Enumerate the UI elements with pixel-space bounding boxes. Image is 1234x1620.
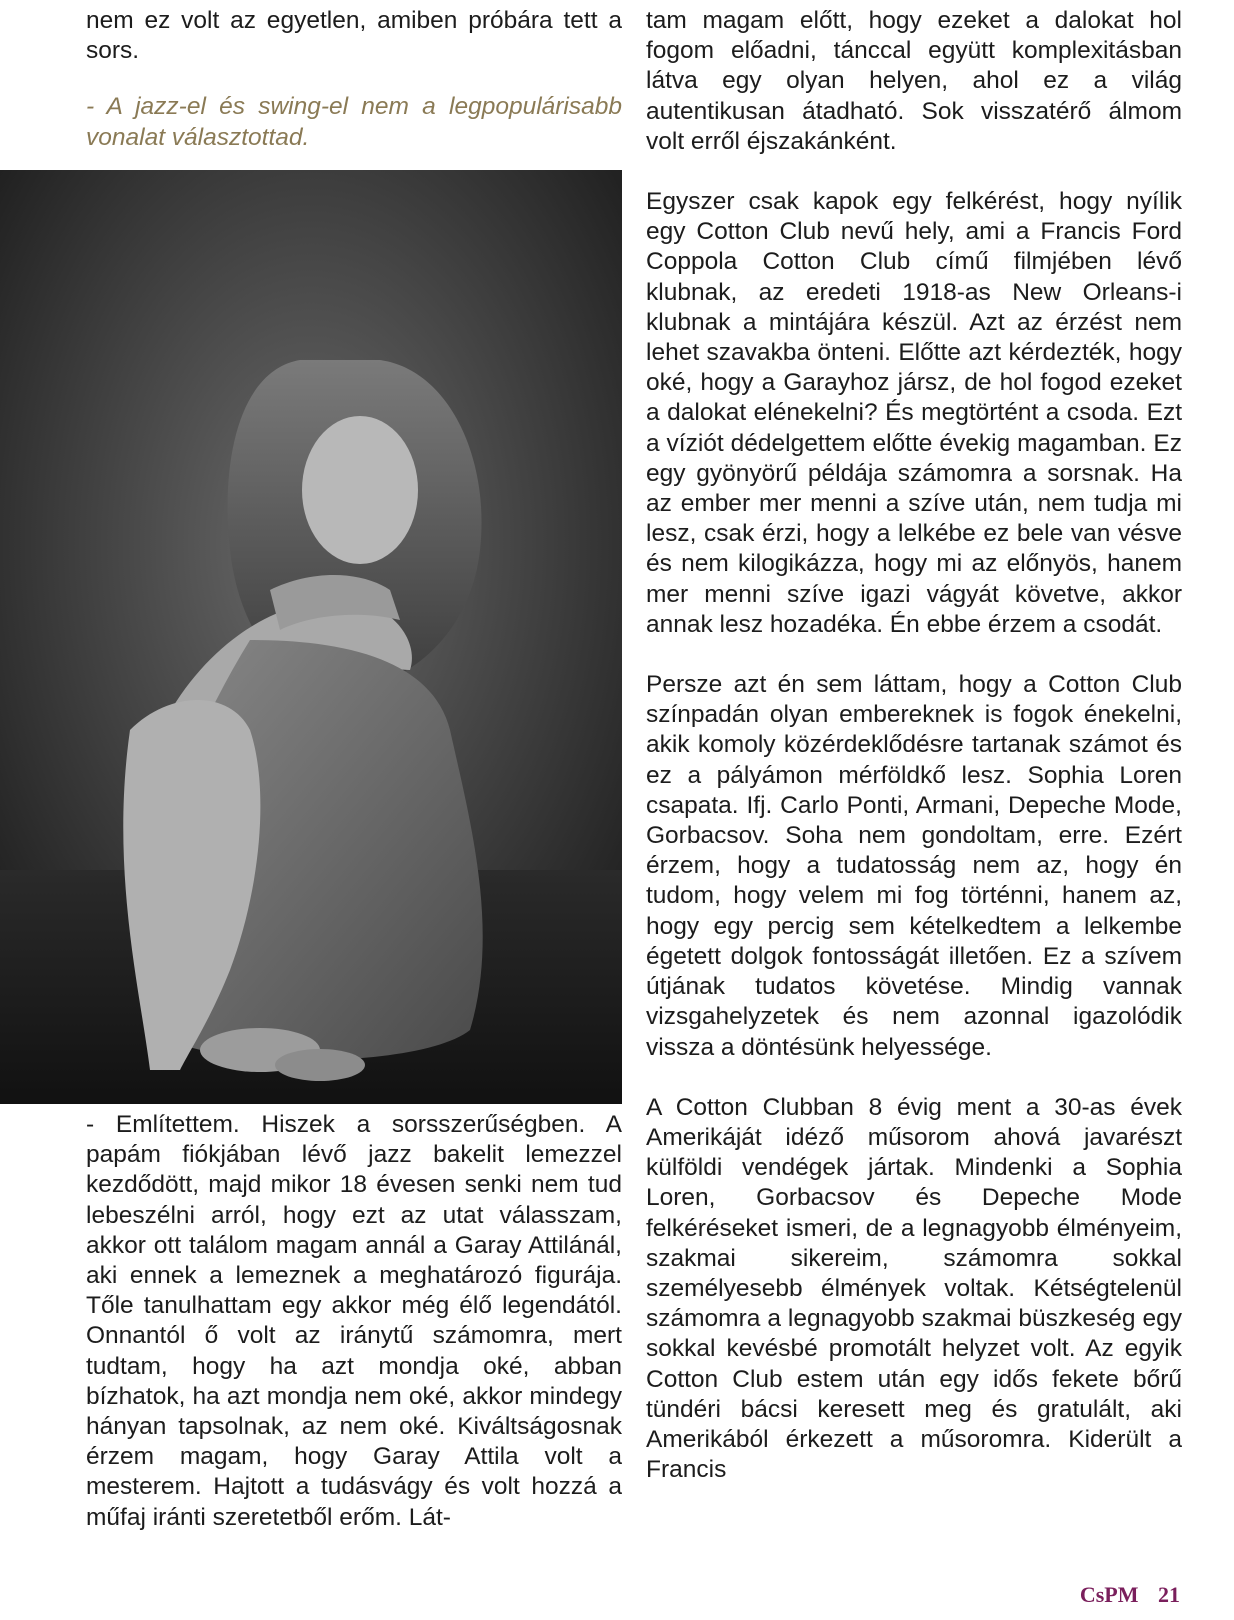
portrait-photo-graphic — [0, 170, 622, 1104]
interview-question: - A jazz-el és swing-el nem a legpopulárisabb vonalat választottad. — [86, 93, 622, 151]
paragraph-1: tam magam előtt, hogy ezeket a dalokat hol fogom előadni, tánccal együtt komplexitásban látva egy olyan helyen, ahol ez a világ autentikusan átadható. Sok visszatérő álmom volt erről éjszakánként. — [646, 7, 1182, 155]
paragraph-2: Egyszer csak kapok egy felkérést, hogy nyílik egy Cotton Club nevű hely, ami a Francis Ford Coppola Cotton Club című filmjében lévő klubnak, az eredeti 1918-as New Orleans-i klubnak a mintájára készül. Azt az érzést nem lehet szavakba önteni. Előtte azt kérdezték, hogy oké, hogy a Garayhoz jársz, de hol fogod ezeket a dalokat elénekelni? És megtörtént a csoda. Ezt a víziót dédelgettem előtte évekig magamban. Ez egy gyönyörű példája számomra a sorsnak. Ha az ember mer menni a szíve után, nem tudja mi lesz, csak érzi, hogy a lelkébe ez bele van vésve és nem kilogikázza, hogy mi az előnyös, hanem mer menni szíve igazi vágyát követve, akkor annak lesz hozadéka. Én ebbe érzem a csodát. — [646, 188, 1182, 638]
page-footer — [1080, 1582, 1180, 1608]
page-number: 21 — [1158, 1582, 1180, 1607]
left-column-bottom — [86, 1110, 622, 1533]
right-column — [646, 6, 1182, 1485]
magazine-brand: CsPM — [1079, 1582, 1139, 1607]
intro-paragraph: nem ez volt az egyetlen, amiben próbára tett a sors. — [86, 7, 622, 65]
paragraph-4: A Cotton Clubban 8 évig ment a 30-as évek Amerikáját idéző műsorom ahová javarészt külföldi vendégek jártak. Mindenki a Sophia Loren, Gorbacsov és Depeche Mode felkéréseket ismeri, de a legnagyobb élményeim, szakmai sikereim, számomra sokkal személyesebb élmények voltak. Kétségtelenül számomra a legnagyobb szakmai büszkeség egy sokkal kevésbé promotált helyzet volt. Az egyik Cotton Club estem után egy idős fekete bőrű tündéri bácsi keresett meg és gratulált, aki Amerikából érkezett a műsoromra. Kiderült a Francis — [646, 1093, 1182, 1484]
answer-paragraph: - Említettem. Hiszek a sorsszerűségben. A papám fiókjában lévő jazz bakelit lemezzel kezdődött, majd mikor 18 évesen senki nem tud lebeszélni arról, hogy ezt az utat válasszam, akkor ott találom magam annál a Garay Attilánál, aki ennek a lemeznek a meghatározó figurája. Tőle tanulhattam egy akkor még élő legendától. Onnantól ő volt az iránytű számomra, mert tudtam, hogy ha azt mondja oké, abban bízhatok, ha azt mondja nem oké, akkor mindegy hányan tapsolnak, az nem oké. Kiváltságosnak érzem magam, hogy Garay Attila volt a mesterem. Hajtott a tudásvágy és volt hozzá a műfaj iránti szeretetből erőm. Lát- — [86, 1111, 622, 1531]
portrait-photo — [0, 170, 622, 1104]
left-column-top — [86, 6, 622, 153]
paragraph-3: Persze azt én sem láttam, hogy a Cotton Club színpadán olyan embereknek is fogok énekelni, akik komoly közérdeklődésre tartanak számot és ez a pályámon mérföldkő lesz. Sophia Loren csapata. Ifj. Carlo Ponti, Armani, Depeche Mode, Gorbacsov. Soha nem gondoltam, erre. Ezért érzem, hogy a tudatosság nem az, hogy én tudom, hogy velem mi fog történni, hanem az, hogy egy percig sem kételkedtem a lelkembe égetett dolgok fontosságát illetően. Ez a szívem útjának tudatos követése. Mindig vannak vizsgahelyzetek és nem azonnal igazolódik vissza a döntésünk helyessége. — [646, 671, 1182, 1061]
